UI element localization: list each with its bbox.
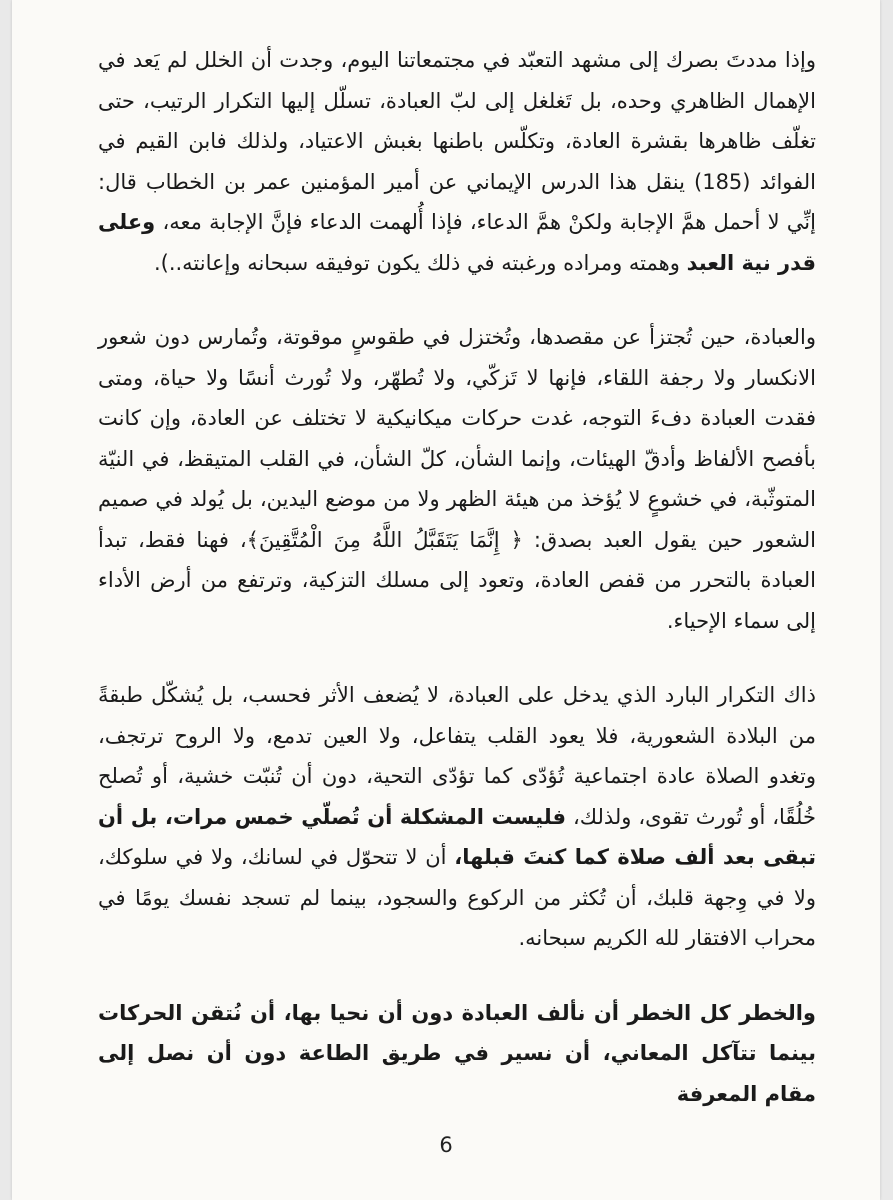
paragraph-2-text: والعبادة، حين تُجتزأ عن مقصدها، وتُختزل في طقوسٍ موقوتة، وتُمارس دون شعور الانكسار ولا رجفة اللقاء، فإنها لا تَزكّي، ولا تُطهّر، ولا تُورث أنسًا ولا حياة، ومتى فقدت العبادة دفءَ التوجه، غدت حركات ميكانيكية لا تختلف عن العادة، وإن كانت بأفصح الألفاظ وأدقّ الهيئات، وإنما الشأن، كلّ الشأن، في القلب المتيقظ، في النيّة المتوثّبة، في خشوعٍ لا يُؤخذ من هيئة الظهر ولا من موضع اليدين، بل يُولد في صميم الشعور حين يقول العبد بصدق: ﴿ إِنَّمَا يَتَقَبَّلُ اللَّهُ مِنَ الْمُتَّقِينَ﴾، فهنا فقط، تبدأ العبادة بالتحرر من قفص العادة، وتعود إلى مسلك التزكية، وترتفع من أرض الأداء إلى سماء الإحياء.: [98, 325, 816, 633]
page-number: 6: [439, 1133, 453, 1157]
page-body: [98, 40, 816, 1148]
paragraph-3-text-b: أن لا تتحوّل في لسانك، ولا في سلوكك، ولا في وِجهة قلبك، أن تُكثر من الركوع والسجود، بينما لم تسجد نفسك يومًا في محراب الافتقار لله الكريم سبحانه.: [98, 845, 816, 950]
document-page: [12, 0, 880, 1200]
paragraph-4: [98, 993, 816, 1115]
paragraph-3: [98, 675, 816, 959]
paragraph-1-text-a: وإذا مددتَ بصرك إلى مشهد التعبّد في مجتمعاتنا اليوم، وجدت أن الخلل لم يَعد في الإهمال الظاهري وحده، بل تَغلغل إلى لبّ العبادة، تسلّل إليها التكرار الرتيب، حتى تغلّف ظاهرها بقشرة العادة، وتكلّس باطنها بغبش الاعتياد، ولذلك فابن القيم في الفوائد (185) ينقل هذا الدرس الإيماني عن أمير المؤمنين عمر بن الخطاب قال: إنِّي لا أحمل همَّ الإجابة ولكنْ همَّ الدعاء، فإذا أُلهمت الدعاء فإنَّ الإجابة معه،: [98, 48, 816, 234]
paragraph-3-bold-phrase: فليست المشكلة أن تُصلّي خمس مرات، بل أن تبقى بعد ألف صلاة كما كنتَ قبلها،: [98, 804, 817, 869]
paragraph-1-bold-phrase: وعلى قدر نية العبد: [98, 210, 816, 275]
paragraph-2: [98, 317, 816, 641]
paragraph-3-text-a: ذاك التكرار البارد الذي يدخل على العبادة، لا يُضعف الأثر فحسب، بل يُشكّل طبقةً من البلادة الشعورية، فلا يعود القلب يتفاعل، ولا العين تدمع، ولا الروح ترتجف، وتغدو الصلاة عادة اجتماعية تُؤدّى كما تؤدّى التحية، دون أن تُنبّت خشية، أو تُصلح خُلُقًا، أو تُورث تقوى، ولذلك،: [98, 683, 816, 829]
paragraph-4-bold-text: والخطر كل الخطر أن نألف العبادة دون أن نحيا بها، أن نُتقن الحركات بينما تتآكل المعاني، أن نسير في طريق الطاعة دون أن نصل إلى مقام المعرفة: [98, 1000, 816, 1106]
paragraph-1: [98, 40, 816, 283]
paragraph-1-text-b: وهمته ومراده ورغبته في ذلك يكون توفيقه سبحانه وإعانته..).: [153, 250, 687, 275]
